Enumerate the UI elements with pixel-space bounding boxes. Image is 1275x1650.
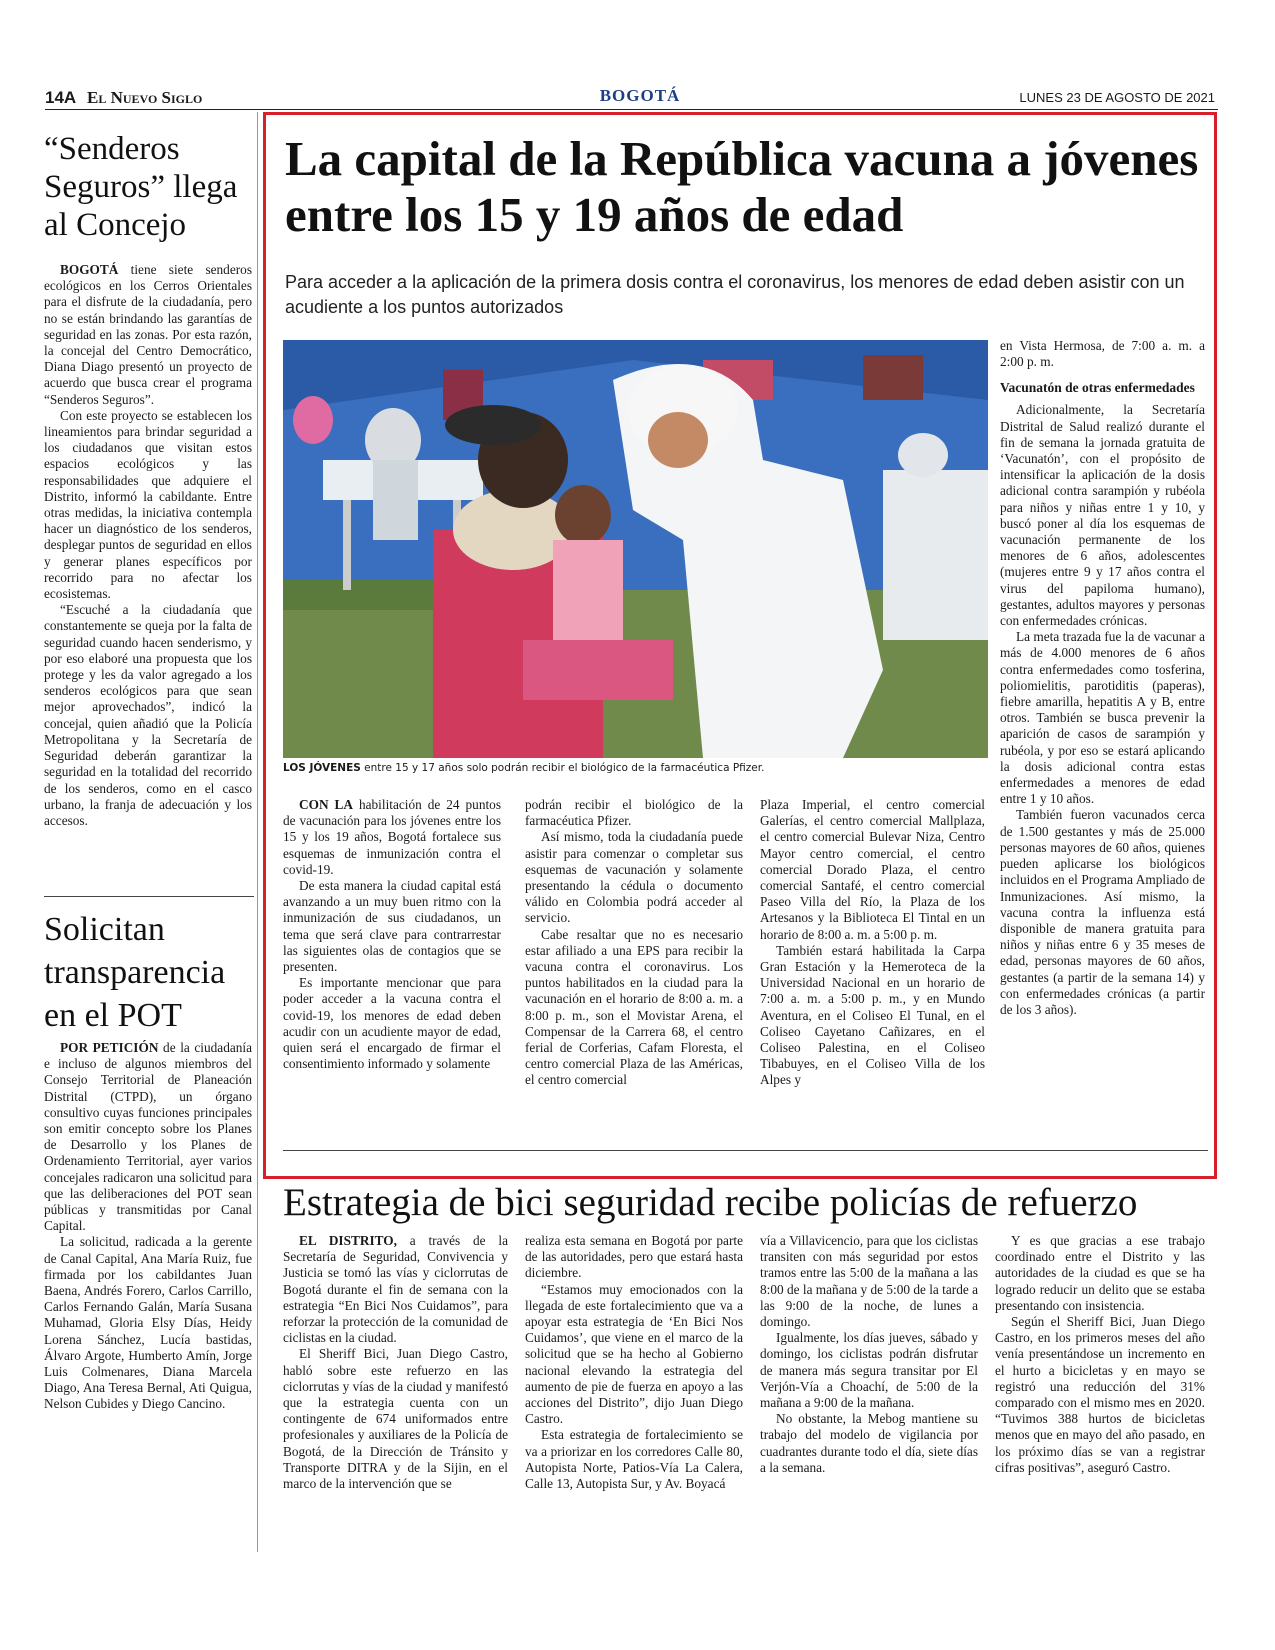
side-headline-1: “Senderos Seguros” llega al Concejo (44, 131, 238, 243)
paragraph: a través de la Secretaría de Seguridad, Convivencia y Justicia se tomó las vías y ciclorrutas de Bogotá durante el fin de semana con la estrategia “En Bici Nos Cuidamos”, para reforzar la protección de la comunidad de ciclistas en la ciudad. (283, 1233, 508, 1346)
column-divider (257, 112, 258, 1552)
side-article-2 (44, 1040, 252, 1413)
paragraph: Y es que gracias a ese trabajo coordinado entre el Distrito y las autoridades de la ciudad es que se ha logrado reducir un delito que se estaba presentando con insistencia. (995, 1233, 1205, 1313)
paragraph: Cabe resaltar que no es necesario estar afiliado a una EPS para recibir la vacuna contra el coronavirus. Los puntos habilitados en la ciudad para la vacunación en el horario de 8:00 a. m. a 8:00 p. m., son el Movistar Arena, el Compensar de la Carrera 68, el centro ferial de Corferias, Cafam Floresta, el centro comercial Plaza de las Américas, el centro comercial (525, 926, 743, 1088)
header-rule (45, 109, 1218, 110)
bici-headline: Estrategia de bici seguridad recibe policías de refuerzo (283, 1181, 1138, 1224)
page-number: 14A (45, 88, 77, 107)
paragraph: La solicitud, radicada a la gerente de Canal Capital, Ana María Ruiz, fue firmada por los cabildantes Juan Baena, Andrés Forero, Carlos Carrillo, Carlos Fernando Galán, María Susana Muhamad, Gloria Elsy Días, Heidy Lorena Sánchez, Lucía bastidas, Álvaro Argote, Humberto Amín, Jorge Luis Colmenares, Diana Marcela Diago, Ana Teresa Bernal, Ati Quigua, Nelson Cubides y Diego Cancino. (44, 1234, 252, 1412)
paragraph: También estará habilitada la Carpa Gran Estación y la Hemeroteca de la Universidad Nacional en un horario de 7:00 a. m. a 5:00 p. m., y en Mundo Aventura, en el Coliseo El Tunal, en el Coliseo Cayetano Cañizares, en el Coliseo Palestina, en el Coliseo Tibabuyes, en el Coliseo Villa de los Alpes y (760, 942, 985, 1088)
paragraph: Igualmente, los días jueves, sábado y domingo, los ciclistas podrán disfrutar de manera más segura transitar por El Verjón-Vía a Choachí, de 5:00 de la mañana a 9:00 de la mañana. (760, 1330, 978, 1411)
caption-text: entre 15 y 17 años solo podrán recibir el biológico de la farmacéutica Pfizer. (360, 762, 765, 774)
side-headline-2: Solicitan transparencia en el POT (44, 911, 226, 1034)
divider (283, 1150, 1208, 1151)
bici-column-3 (760, 1233, 978, 1476)
paragraph: “Escuché a la ciudadanía que constantemente se queja por la falta de seguridad cuando hacen senderismo, y por eso elaboré una propuesta que los protege y les da valor agregado a los senderos ecológicos para que sean mejor aprovechados”, indicó la concejal, quien añadió que la Policía Metropolitana y la Secretaría de Seguridad deberán garantizar la seguridad en la totalidad del recorrido de los senderos, como en el casco urbano, la franja de adecuación y los accesos. (44, 602, 252, 828)
main-headline: La capital de la República vacuna a jóvenes entre los 15 y 19 años de edad (285, 131, 1199, 242)
paragraph: Plaza Imperial, el centro comercial Galerías, el centro comercial Mallplaza, el centro comercial Bulevar Niza, Centro Mayor centro comercial, el centro comercial Dorado Plaza, el centro comercial Santafé, el centro comercial Paseo Villa del Río, la Plaza de los Artesanos y la Biblioteca El Tintal en un horario de 8:00 a. m. a 5:00 p. m. (760, 797, 985, 942)
paragraph: Con este proyecto se establecen los lineamientos para brindar seguridad a los ciudadanos que visitan estos espacios ecológicos y las responsabilidades que adquiere el Distrito, informó la cabildante. Entre otras medidas, la iniciativa contempla hacer un diagnóstico de los senderos, desplegar puntos de seguridad en ellos y generar planes específicos por recorrido para no afectar los ecosistemas. (44, 407, 252, 602)
paragraph: También fueron vacunados cerca de 1.500 gestantes y más de 25.000 personas mayores de 60 años, quienes pueden aplicarse los biológicos incluidos en el Programa Ampliado de Inmunizaciones. Así mismo, la vacuna contra la influenza está disponible de manera gratuita para niños y niñas entre 6 y 35 meses de edad, personas mayores de 60 años, gestantes (a partir de la semana 14) y con enfermedades crónicas (a partir de los 3 años). (1000, 807, 1205, 1017)
paragraph: realiza esta semana en Bogotá por parte de las autoridades, pero que estará hasta diciembre. (525, 1233, 743, 1281)
main-column-2 (525, 797, 743, 1089)
photo-illustration (283, 340, 988, 758)
paragraph: El Sheriff Bici, Juan Diego Castro, habló sobre este refuerzo en las ciclorrutas y vías de la ciudad y manifestó que la estrategia cuenta con un contingente de 674 uniformados entre profesionales y auxiliares de la Policía de Bogotá, de la Dirección de Tránsito y Transporte DITRA y de la Sijin, en el marco de la intervención que se (283, 1346, 508, 1492)
section-name: BOGOTÁ (599, 86, 681, 105)
bici-column-1 (283, 1233, 508, 1492)
main-right-column (1000, 338, 1205, 1018)
vaccination-photo (283, 340, 988, 758)
divider (44, 896, 254, 897)
paragraph: en Vista Hermosa, de 7:00 a. m. a 2:00 p. m. (1000, 338, 1205, 370)
paragraph: tiene siete senderos ecológicos en los Cerros Orientales para el disfrute de la ciudadanía, pero no se están brindando las garantías de seguridad en las zonas. Por esta razón, la concejal del Centro Democrático, Diana Diago presentó un proyecto de acuerdo que busca crear el programa “Senderos Seguros”. (44, 262, 252, 407)
caption-lead: LOS JÓVENES (283, 762, 361, 774)
paragraph: Según el Sheriff Bici, Juan Diego Castro, en los primeros meses del año venía presentándose un incremento en el hurto a bicicletas y en mayo se registró una reducción del 31% comparado con el mismo mes en 2020. “Tuvimos 388 hurtos de bicicletas menos que en mayo del año pasado, en los próximo días se van a registrar cifras positivas”, aseguró Castro. (995, 1314, 1205, 1475)
photo-caption (283, 762, 988, 774)
lead-word: CON LA (299, 797, 353, 812)
issue-date: LUNES 23 DE AGOSTO DE 2021 (1019, 90, 1215, 105)
side-article-1 (44, 262, 252, 829)
paragraph: de la ciudadanía e incluso de algunos miembros del Consejo Territorial de Planeación Distrital (CTPD), un órgano consultivo cuyas funciones principales son emitir concepto sobre los Planes de Desarrollo y los Planes de Ordenamiento Territorial, ayer varios concejales radicaron una solicitud para que las deliberaciones del POT sean públicas y transmitidas por Canal Capital. (44, 1040, 252, 1234)
newspaper-name: El Nuevo Siglo (87, 88, 203, 107)
paragraph: Esta estrategia de fortalecimiento se va a priorizar en los corredores Calle 80, Autopista Norte, Patios-Vía La Calera, Calle 13, Autopista Sur, y Av. Boyacá (525, 1427, 743, 1492)
paragraph: La meta trazada fue la de vacunar a más de 4.000 menores de 6 años contra enfermedades como tosferina, poliomielitis, parotiditis (paperas), fiebre amarilla, hepatitis A y B, entre otros. También se busca prevenir la aparición de casos de sarampión y rubéola, y por eso se estará aplicando la dosis adicional contra estas enfermedades a menores de edad entre 1 y 10 años. (1000, 629, 1205, 807)
bici-column-2 (525, 1233, 743, 1492)
bici-column-4 (995, 1233, 1205, 1476)
paragraph: habilitación de 24 puntos de vacunación para los jóvenes entre los 15 y los 19 años, Bogotá fortalece sus esquemas de inmunización contra el covid-19. (283, 797, 501, 877)
lead-word: EL DISTRITO, (299, 1233, 397, 1248)
main-column-1 (283, 797, 501, 1072)
paragraph: Adicionalmente, la Secretaría Distrital de Salud realizó durante el fin de semana la jornada gratuita de ‘Vacunatón’, con el propósito de intensificar la aplicación de la dosis adicional contra sarampión y rubéola para niños y niñas entre 1 y 10, y buscó poner al día los esquemas de vacunación permanente de los menores de 6 años, adolescentes (mujeres entre 9 y 17 años contra el virus del papiloma humano), gestantes, adultos mayores y personas con enfermedades crónicas. (1000, 402, 1205, 629)
main-subtitle: Para acceder a la aplicación de la primera dosis contra el coronavirus, los menores de edad deben asistir con un acudiente a los puntos autorizados (285, 272, 1185, 317)
paragraph: “Estamos muy emocionados con la llegada de este fortalecimiento que va a apoyar esta estrategia de ‘En Bici Nos Cuidamos’, que viene en el marco de la solicitud que se ha hecho al Gobierno nacional elevando la estrategia del aumento de pie de fuerza en apoyo a las acciones del Distrito”, dijo Juan Diego Castro. (525, 1281, 743, 1427)
paragraph: No obstante, la Mebog mantiene su trabajo del modelo de vigilancia por cuadrantes durante todo el día, siete días a la semana. (760, 1411, 978, 1475)
subheading: Vacunatón de otras enfermedades (1000, 380, 1195, 396)
paragraph: Es importante mencionar que para poder acceder a la vacuna contra el covid-19, los menores de edad deben acudir con un acudiente mayor de edad, quien será el encargado de firmar el consentimiento informado y solamente (283, 975, 501, 1072)
paragraph: podrán recibir el biológico de la farmacéutica Pfizer. (525, 797, 743, 829)
paragraph: Así mismo, toda la ciudadanía puede asistir para comenzar o completar sus esquemas de vacunación y solamente presentando la cédula o documento válido en Colombia podrá acceder al servicio. (525, 829, 743, 926)
lead-word: POR PETICIÓN (60, 1040, 159, 1055)
lead-word: BOGOTÁ (60, 262, 119, 277)
main-column-3 (760, 797, 985, 1089)
paragraph: vía a Villavicencio, para que los ciclistas transiten con más seguridad por estos tramos entre las 5:00 de la mañana a las 8:00 de la mañana y de 5:00 de la tarde a las 9:00 de la noche, de lunes a domingo. (760, 1233, 978, 1330)
paragraph: De esta manera la ciudad capital está avanzando a un muy buen ritmo con la inmunización de sus ciudadanos, un tema que será clave para contrarrestar las siguientes olas de contagios que se presenten. (283, 878, 501, 975)
